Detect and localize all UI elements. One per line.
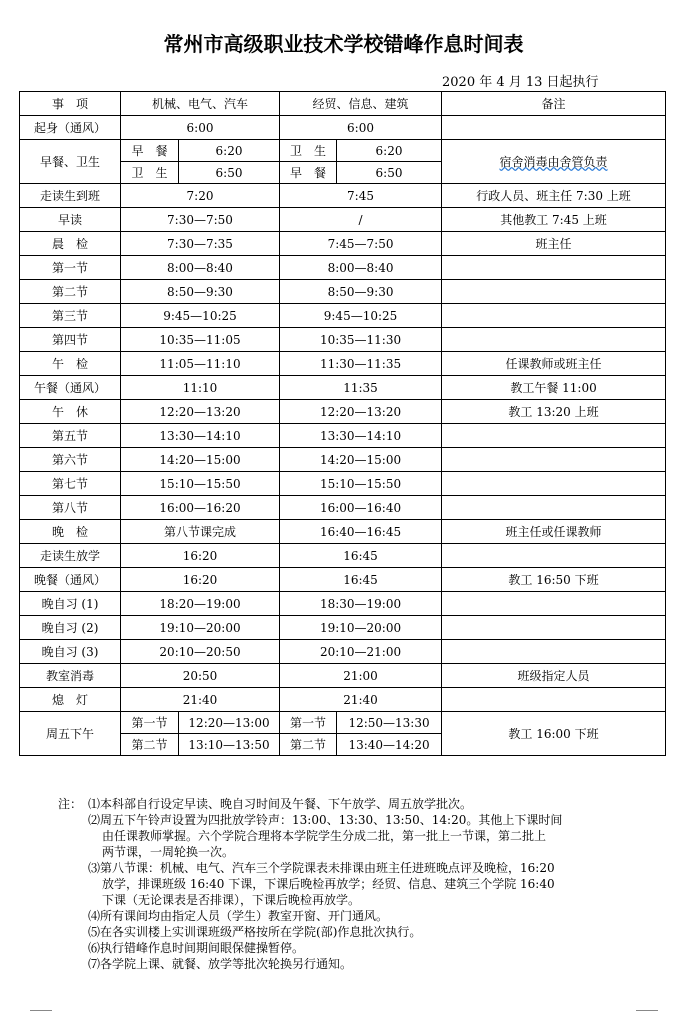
note-cell: [442, 640, 666, 664]
item-cell: 早读: [20, 208, 121, 232]
time-cell-a: 10:35—11:05: [121, 328, 280, 352]
note-cell: [442, 688, 666, 712]
time-cell-a: 14:20—15:00: [121, 448, 280, 472]
table-row: [20, 616, 666, 640]
notes-section: [58, 796, 648, 972]
time-cell-a: 16:20: [121, 568, 280, 592]
note-line: [88, 956, 648, 972]
time-cell-a: 12:20—13:20: [121, 400, 280, 424]
note-cell: [442, 280, 666, 304]
sub-time-cell: 6:50: [337, 162, 442, 184]
time-cell-b: 10:35—11:30: [280, 328, 442, 352]
note-text: 周五下午铃声设置为四批放学铃声：13:00、13:30、13:50、14:20。其他上下课时间: [100, 813, 563, 827]
note-number: ⑷: [88, 909, 101, 923]
note-cell: [442, 472, 666, 496]
page-corner-mark: [636, 1010, 658, 1011]
time-cell-b: 8:00—8:40: [280, 256, 442, 280]
item-cell: 第六节: [20, 448, 121, 472]
sub-label-cell: 卫 生: [121, 162, 179, 184]
note-number: ⑶: [88, 861, 101, 875]
table-row: [20, 328, 666, 352]
time-cell-a: 19:10—20:00: [121, 616, 280, 640]
time-cell-a: 9:45—10:25: [121, 304, 280, 328]
item-cell: 熄 灯: [20, 688, 121, 712]
note-number: ⑵: [88, 813, 101, 827]
item-cell: 第八节: [20, 496, 121, 520]
table-row: [20, 256, 666, 280]
table-row: [20, 664, 666, 688]
sub-label-cell: 早 餐: [280, 162, 337, 184]
table-row: [20, 424, 666, 448]
item-cell: 第二节: [20, 280, 121, 304]
sub-label-cell: 卫 生: [280, 140, 337, 162]
time-cell-a: 20:10—20:50: [121, 640, 280, 664]
note-line: [88, 924, 648, 940]
item-cell: 晚 检: [20, 520, 121, 544]
time-cell-b: 21:40: [280, 688, 442, 712]
note-line: [102, 844, 648, 860]
note-number: ⑴: [88, 797, 101, 811]
header-cell: 备注: [442, 92, 666, 116]
time-cell-a: 7:20: [121, 184, 280, 208]
table-row: [20, 352, 666, 376]
note-cell: [442, 116, 666, 140]
note-line: [88, 860, 648, 876]
note-line: [88, 812, 648, 828]
table-row: [20, 208, 666, 232]
time-cell-a: 6:00: [121, 116, 280, 140]
note-line: [102, 876, 648, 892]
sub-time-cell: 13:10—13:50: [179, 734, 280, 756]
note-text: 在各实训楼上实训课班级严格按所在学院(部)作息批次执行。: [100, 925, 422, 939]
effective-date: 2020 年 4 月 13 日起执行: [442, 75, 599, 90]
time-cell-b: /: [280, 208, 442, 232]
item-cell: 起身（通风）: [20, 116, 121, 140]
item-cell: 晚自习 (3): [20, 640, 121, 664]
note-cell: 班主任或任课教师: [442, 520, 666, 544]
note-cell: [442, 592, 666, 616]
sub-label-cell: 早 餐: [121, 140, 179, 162]
note-cell: [442, 448, 666, 472]
time-cell-a: 13:30—14:10: [121, 424, 280, 448]
sub-label-cell: 第二节: [121, 734, 179, 756]
table-row: [20, 712, 666, 734]
note-cell: 班主任: [442, 232, 666, 256]
note-text: 两节课，一周轮换一次。: [102, 845, 235, 859]
time-cell-b: 16:45: [280, 544, 442, 568]
table-row: [20, 140, 666, 162]
time-cell-b: 19:10—20:00: [280, 616, 442, 640]
sub-time-cell: 6:20: [179, 140, 280, 162]
note-cell: [442, 256, 666, 280]
time-cell-b: 16:45: [280, 568, 442, 592]
note-cell: [442, 496, 666, 520]
note-text: 各学院上课、就餐、放学等批次轮换另行通知。: [100, 957, 353, 971]
notes-list: [58, 796, 648, 972]
note-text: 宿舍消毒由舍管负责: [499, 154, 608, 169]
time-cell-a: 16:20: [121, 544, 280, 568]
time-cell-a: 20:50: [121, 664, 280, 688]
table-row: [20, 400, 666, 424]
page-corner-mark: [30, 1010, 52, 1011]
header-cell: 经贸、信息、建筑: [280, 92, 442, 116]
table-row: [20, 544, 666, 568]
time-cell-b: 14:20—15:00: [280, 448, 442, 472]
table-row: [20, 184, 666, 208]
schedule-table: [19, 91, 666, 756]
sub-time-cell: 13:40—14:20: [337, 734, 442, 756]
note-text: 所有课间均由指定人员（学生）教室开窗、开门通风。: [100, 909, 389, 923]
time-cell-a: 11:10: [121, 376, 280, 400]
time-cell-a: 第八节课完成: [121, 520, 280, 544]
time-cell-a: 7:30—7:35: [121, 232, 280, 256]
note-line: [102, 892, 648, 908]
item-cell: 午 检: [20, 352, 121, 376]
time-cell-b: 11:30—11:35: [280, 352, 442, 376]
time-cell-b: 20:10—21:00: [280, 640, 442, 664]
time-cell-b: 6:00: [280, 116, 442, 140]
table-row: [20, 116, 666, 140]
note-cell: [442, 304, 666, 328]
item-cell: 午餐（通风）: [20, 376, 121, 400]
table-row: [20, 592, 666, 616]
time-cell-b: 13:30—14:10: [280, 424, 442, 448]
note-cell: 任课教师或班主任: [442, 352, 666, 376]
sub-label-cell: 第一节: [280, 712, 337, 734]
table-row: [20, 280, 666, 304]
time-cell-a: 16:00—16:20: [121, 496, 280, 520]
header-cell: 机械、电气、汽车: [121, 92, 280, 116]
item-cell: 午 休: [20, 400, 121, 424]
table-row: [20, 232, 666, 256]
note-cell: [442, 328, 666, 352]
table-row: [20, 568, 666, 592]
table-row: [20, 640, 666, 664]
header-row: [20, 92, 666, 116]
item-cell: 走读生到班: [20, 184, 121, 208]
item-cell: 晚自习 (2): [20, 616, 121, 640]
header-cell: 事 项: [20, 92, 121, 116]
note-text: 执行错峰作息时间期间眼保健操暂停。: [100, 941, 305, 955]
time-cell-b: 16:40—16:45: [280, 520, 442, 544]
time-cell-a: 11:05—11:10: [121, 352, 280, 376]
item-cell: 早餐、卫生: [20, 140, 121, 184]
table-row: [20, 688, 666, 712]
sub-label-cell: 第一节: [121, 712, 179, 734]
time-cell-a: 8:50—9:30: [121, 280, 280, 304]
time-cell-b: 11:35: [280, 376, 442, 400]
item-cell: 周五下午: [20, 712, 121, 756]
item-cell: 第五节: [20, 424, 121, 448]
item-cell: 晨 检: [20, 232, 121, 256]
item-cell: 第一节: [20, 256, 121, 280]
note-cell: 行政人员、班主任 7:30 上班: [442, 184, 666, 208]
time-cell-a: 21:40: [121, 688, 280, 712]
sub-label-cell: 第二节: [280, 734, 337, 756]
time-cell-b: 8:50—9:30: [280, 280, 442, 304]
notes-label: 注：: [58, 797, 83, 811]
note-number: ⑺: [88, 957, 101, 971]
time-cell-b: 7:45—7:50: [280, 232, 442, 256]
item-cell: 教室消毒: [20, 664, 121, 688]
time-cell-b: 12:20—13:20: [280, 400, 442, 424]
item-cell: 晚餐（通风）: [20, 568, 121, 592]
page-title: 常州市高级职业技术学校错峰作息时间表: [163, 32, 524, 56]
note-text: 放学，排课班级 16:40 下课，下课后晚检再放学；经贸、信息、建筑三个学院 16:40: [102, 877, 555, 891]
time-cell-b: 7:45: [280, 184, 442, 208]
note-line: [88, 796, 648, 812]
note-cell: 教工 16:00 下班: [442, 712, 666, 756]
note-text: 第八节课：机械、电气、汽车三个学院课表未排课由班主任进班晚点评及晚检，16:20: [100, 861, 555, 875]
time-cell-a: 15:10—15:50: [121, 472, 280, 496]
item-cell: 晚自习 (1): [20, 592, 121, 616]
note-cell: [442, 544, 666, 568]
note-number: ⑸: [88, 925, 101, 939]
note-cell: 教工午餐 11:00: [442, 376, 666, 400]
time-cell-b: 21:00: [280, 664, 442, 688]
time-cell-b: 9:45—10:25: [280, 304, 442, 328]
time-cell-a: 7:30—7:50: [121, 208, 280, 232]
note-line: [88, 940, 648, 956]
note-text: 本科部自行设定早读、晚自习时间及午餐、下午放学、周五放学批次。: [100, 797, 473, 811]
note-line: [88, 908, 648, 924]
sub-time-cell: 12:20—13:00: [179, 712, 280, 734]
table-row: [20, 376, 666, 400]
note-cell: 其他教工 7:45 上班: [442, 208, 666, 232]
sub-time-cell: 6:50: [179, 162, 280, 184]
table-row: [20, 520, 666, 544]
item-cell: 走读生放学: [20, 544, 121, 568]
note-cell: 班级指定人员: [442, 664, 666, 688]
table-row: [20, 304, 666, 328]
table-row: [20, 496, 666, 520]
time-cell-a: 18:20—19:00: [121, 592, 280, 616]
note-number: ⑹: [88, 941, 101, 955]
note-text: 下课（无论课表是否排课），下课后晚检再放学。: [102, 893, 361, 907]
note-text: 由任课教师掌握。六个学院合理将本学院学生分成二批，第一批上一节课，第二批上: [102, 829, 547, 843]
note-line: [102, 828, 648, 844]
time-cell-a: 8:00—8:40: [121, 256, 280, 280]
time-cell-b: 16:00—16:40: [280, 496, 442, 520]
note-cell: [442, 424, 666, 448]
note-cell: 教工 16:50 下班: [442, 568, 666, 592]
time-cell-b: 15:10—15:50: [280, 472, 442, 496]
time-cell-b: 18:30—19:00: [280, 592, 442, 616]
table-row: [20, 472, 666, 496]
sub-time-cell: 12:50—13:30: [337, 712, 442, 734]
item-cell: 第七节: [20, 472, 121, 496]
item-cell: 第三节: [20, 304, 121, 328]
note-cell: 教工 13:20 上班: [442, 400, 666, 424]
note-cell: [442, 616, 666, 640]
table-row: [20, 448, 666, 472]
sub-time-cell: 6:20: [337, 140, 442, 162]
item-cell: 第四节: [20, 328, 121, 352]
note-cell: [442, 140, 666, 184]
